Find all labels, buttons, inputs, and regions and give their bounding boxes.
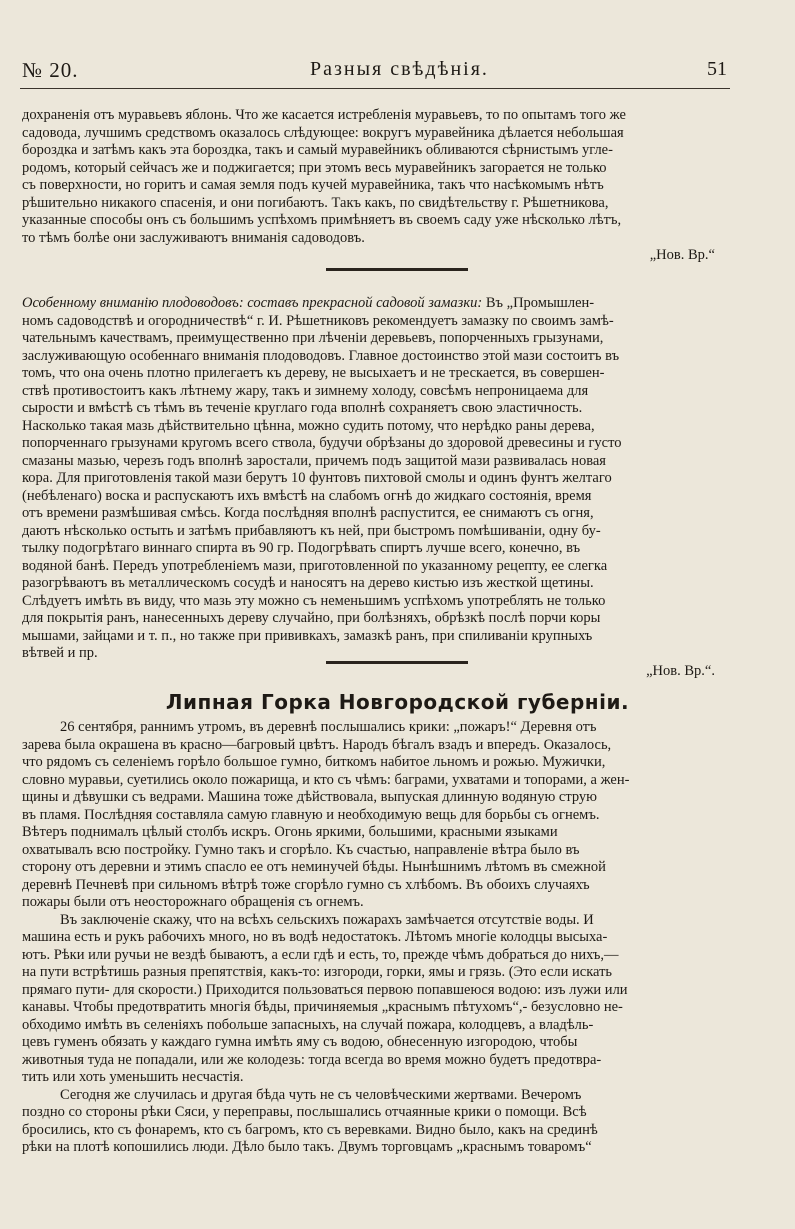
- text-line: Слѣдуетъ имѣть въ виду, что мазь эту можно съ неменьшимъ успѣхомъ употреблять не только: [22, 592, 606, 609]
- article-first-line: [22, 295, 727, 313]
- text-line: канавы. Чтобы предотвратить многія бѣды, причиняемыя „краснымъ пѣтухомъ“,- безусловно не-: [22, 999, 623, 1015]
- text-line: Вѣтеръ поднималъ цѣлый столбъ искръ. Огонь яркими, большими, красными языками: [22, 824, 558, 840]
- text-line: цевъ гуменъ обязать у каждаго гумна имѣть яму съ водою, обнесенную изгородою, чтобы: [22, 1034, 578, 1050]
- running-header: [22, 58, 727, 82]
- text-line: Насколько такая мазь дѣйствительно цѣнна, можно судить потому, что нерѣдко раны дерева,: [22, 417, 595, 434]
- text-line: ютъ. Рѣки или ручьи не вездѣ бываютъ, а если гдѣ и есть, то, прежде чѣмъ добраться до нихъ,—: [22, 946, 619, 963]
- text-line: отъ времени размѣшивая смѣсь. Когда послѣдняя вполнѣ распустится, ее снимаютъ съ огня,: [22, 505, 594, 521]
- text-line: въ пламя. Послѣдняя составляла самую главную и необходимую вещь для борьбы съ огнемъ.: [22, 806, 600, 823]
- text-line: тить или хоть уменьшить несчастія.: [22, 1069, 244, 1085]
- section-divider: [326, 268, 468, 271]
- source-signature: „Нов. Вр.“: [649, 247, 715, 263]
- text-line: для покрытія ранъ, нанесенныхъ дереву случайно, при болѣзняхъ, обрѣзкѣ послѣ порчи коры: [22, 610, 601, 626]
- text-line: вѣтвей и пр.: [22, 645, 98, 661]
- text-line: поздно со стороны рѣки Сяси, у переправы, послышались отчаянные крики о помощи. Всѣ: [22, 1104, 587, 1120]
- text-line: животныя туда не попадали, или же колодезь: тогда всегда во время можно будетъ предотвра-: [22, 1051, 602, 1068]
- text-line: указанные способы онъ съ большимъ успѣхомъ примѣняетъ въ своемъ саду уже нѣсколько лѣтъ,: [22, 212, 622, 228]
- text-line: съ поверхности, но горитъ и самая земля подъ кучей муравейника, такъ что насѣкомымъ нѣтъ: [22, 177, 604, 193]
- text-line: (небѣленаго) воска и распускаютъ ихъ вмѣстѣ на слабомъ огнѣ до жидкаго состоянія, время: [22, 487, 592, 504]
- text-line: ствѣ противостоитъ какъ лѣтнему жару, такъ и зимнему холоду, совсѣмъ непроницаема для: [22, 382, 589, 399]
- section-title: Разныя свѣдѣнія.: [310, 58, 489, 80]
- text-line: 26 сентября, раннимъ утромъ, въ деревнѣ послышались крики: „пожаръ!“ Деревня отъ: [60, 719, 597, 735]
- text-line: смазаны мазью, черезъ годъ вполнѣ заростали, причемъ подъ защитой мази развивалась новая: [22, 452, 606, 469]
- article-garden-putty: [22, 295, 727, 680]
- section-divider: [326, 661, 468, 664]
- text-line: сырости и вмѣстѣ съ тѣмъ въ теченіе круглаго года вполнѣ сохраняетъ свою эластичность.: [22, 400, 583, 416]
- text-line: пожары были отъ неосторожнаго обращенія съ огнемъ.: [22, 894, 364, 910]
- source-signature: „Нов. Вр.“.: [646, 662, 715, 679]
- text-line: на пути встрѣтишь разныя препятствія, какъ-то: изгороди, горки, ямы и грязь. (Это если искать: [22, 964, 613, 980]
- text-line: дохраненія отъ муравьевъ яблонь. Что же касается истребленія муравьевъ, то по опытамъ того же: [22, 107, 626, 123]
- article-lead: Особенному вниманію плодоводовъ: составъ прекрасной садовой замазки:: [22, 295, 483, 311]
- text-line: прямаго пути- для скорости.) Приходится пользоваться первою попавшеюся водою: изъ лужи или: [22, 981, 628, 998]
- text-line: бросились, кто съ фонаремъ, кто съ багромъ, кто съ веревками. Видно было, какъ на срединѣ: [22, 1121, 598, 1138]
- text-line: рѣшительно никакого спасенія, и они погибаютъ. Такъ какъ, по свидѣтельству г. Рѣшетникова,: [22, 194, 609, 211]
- issue-number: № 20.: [22, 58, 79, 82]
- text-line: попорченнаго грызунами кругомъ всего ствола, будучи обрѣзаны до здоровой древесины и густо: [22, 435, 622, 451]
- text-line: томъ, что она очень плотно прилегаетъ къ дереву, не высыхаетъ и не трескается, въ совершен-: [22, 365, 605, 381]
- text-line: даютъ нѣсколько остыть и затѣмъ прибавляютъ къ ней, при быстромъ помѣшиваніи, одну бу-: [22, 522, 601, 539]
- text-line: номъ садоводствѣ и огородничествѣ“ г. И. Рѣшетниковъ рекомендуетъ замазку по своимъ замѣ-: [22, 312, 614, 329]
- text-line: щины и дѣвушки съ ведрами. Машина тоже дѣйствовала, выпуская длинную водяную струю: [22, 789, 597, 805]
- text-line: обходимо имѣть въ селеніяхъ побольше запасныхъ, на случай пожара, колодцевъ, а владѣль-: [22, 1016, 594, 1033]
- article-lead-rest: Въ „Промышлен-: [482, 295, 595, 311]
- text-line: мышами, зайцами и т. п., но также при прививкахъ, замазкѣ ранъ, при спиливаніи крупныхъ: [22, 627, 593, 644]
- text-line: Въ заключеніе скажу, что на всѣхъ сельскихъ пожарахъ замѣчается отсутствіе воды. И: [60, 911, 594, 928]
- article-lipnaya-gorka: [22, 719, 727, 1157]
- text-line: охватывалъ всю постройку. Гумно такъ и сгорѣло. Къ счастью, направленіе вѣтра было въ: [22, 841, 580, 858]
- text-line: водяной банѣ. Передъ употребленіемъ мази, приготовленной по указанному рецепту, ее слегка: [22, 557, 608, 574]
- text-line: сторону отъ деревни и этимъ спасло ее отъ неминучей бѣды. Нынѣшнимъ лѣтомъ въ смежной: [22, 859, 606, 875]
- text-line: кора. Для приготовленія такой мази берутъ 10 фунтовъ пихтовой смолы и одинъ фунтъ желтаго: [22, 470, 612, 486]
- header-rule: [20, 88, 730, 89]
- text-line: рѣки на плотѣ копошились люди. Дѣло было такъ. Двумъ торговцамъ „краснымъ товаромъ“: [22, 1139, 592, 1155]
- text-line: что рядомъ съ селеніемъ горѣло большое гумно, биткомъ набитое льномъ и рожью. Мужички,: [22, 754, 606, 770]
- article-ant-control: [22, 107, 727, 265]
- text-line: родомъ, который сейчасъ же и поджигается; при этомъ весь муравейникъ загорается не только: [22, 159, 607, 176]
- text-line: заслуживающую особеннаго вниманія плодоводовъ. Главное достоинство этой мази состоитъ въ: [22, 347, 620, 364]
- text-line: чательнымъ качествамъ, преимущественно при лѣченіи деревьевъ, попорченныхъ грызунами,: [22, 330, 604, 346]
- text-line: деревнѣ Печневѣ при сильномъ вѣтрѣ тоже сгорѣло гумно съ хлѣбомъ. Въ обоихъ случаяхъ: [22, 876, 590, 893]
- article-heading: Липная Горка Новгородской губерніи.: [165, 690, 630, 714]
- page-number: 51: [707, 58, 727, 80]
- text-line: тылку подогрѣтаго виннаго спирта въ 90 гр. Подогрѣвать спиртъ лучше всего, конечно, въ: [22, 540, 581, 556]
- text-line: Сегодня же случилась и другая бѣда чуть не съ человѣческими жертвами. Вечеромъ: [60, 1086, 582, 1103]
- text-line: бороздка и затѣмъ какъ эта бороздка, такъ и самый муравейникъ обливаются сѣрнистымъ угле-: [22, 142, 613, 158]
- text-line: зарева была окрашена въ красно—багровый цвѣтъ. Народъ бѣгалъ взадъ и впередъ. Оказалось,: [22, 736, 612, 753]
- text-line: садовода, лучшимъ средствомъ оказалось слѣдующее: вокругъ муравейника дѣлается небольшая: [22, 124, 624, 141]
- text-line: то тѣмъ болѣе они заслуживаютъ вниманія садоводовъ.: [22, 229, 365, 246]
- text-line: словно муравьи, суетились около пожарища, и кто съ чѣмъ: баграми, ухватами и топорами, а жен-: [22, 771, 630, 788]
- text-line: машина есть и рукъ рабочихъ много, но въ водѣ недостатокъ. Лѣтомъ многіе колодцы высыха-: [22, 929, 608, 945]
- text-line: разогрѣваютъ въ металлическомъ сосудѣ и наносятъ на дерево кистью изъ жесткой щетины.: [22, 575, 594, 591]
